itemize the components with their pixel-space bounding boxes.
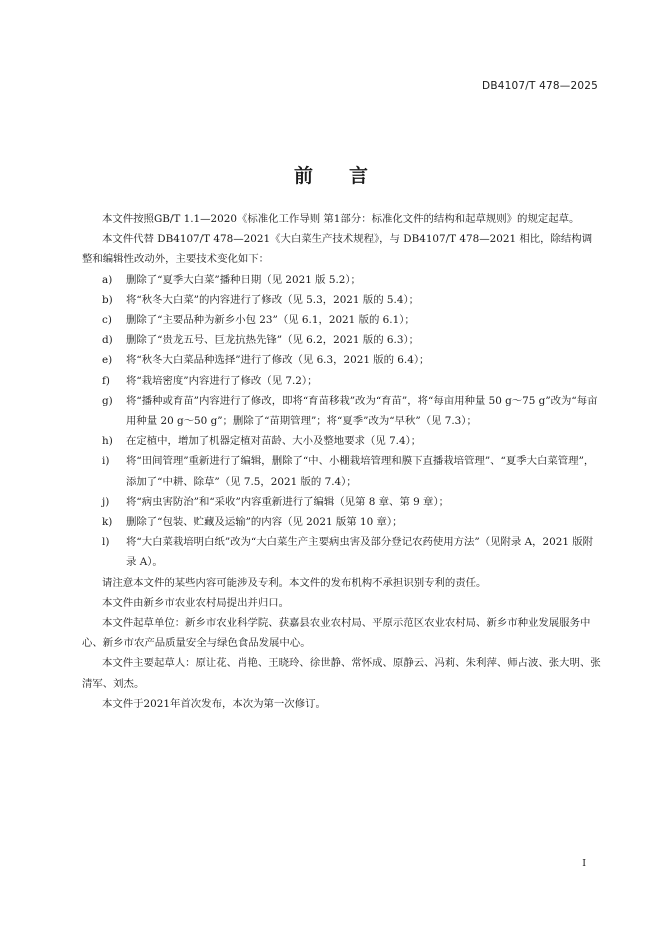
list-marker: d): [102, 334, 113, 347]
paragraph-scope: 本文件按照GB/T 1.1—2020《标准化工作导则 第1部分：标准化文件的结构和起草规则》的规定起草。: [102, 213, 580, 225]
list-marker: l): [102, 536, 110, 549]
standard-code: DB4107/T 478—2025: [482, 80, 598, 92]
list-item-text: 将“秋冬大白菜”的内容进行了修改（见 5.3，2021 版的 5.4）；: [126, 293, 420, 306]
paragraph-patent-notice: 请注意本文件的某些内容可能涉及专利。本文件的发布机构不承担识别专利的责任。: [102, 576, 487, 589]
list-marker: j): [102, 495, 110, 508]
list-item: [82, 350, 602, 370]
list-item: [82, 310, 602, 330]
list-item: [82, 492, 602, 512]
list-item: [82, 512, 602, 532]
list-item-text: 将“秋冬大白菜品种选择”进行了修改（见 6.3，2021 版的 6.4）；: [126, 354, 430, 367]
list-marker: c): [102, 314, 112, 327]
list-item-text: 删除了“贵龙五号、巨龙抗热先锋”（见 6.2，2021 版的 6.3）；: [126, 334, 420, 347]
list-item-text: 删除了“主要品种为新乡小包 23”（见 6.1，2021 版的 6.1）；: [126, 314, 415, 327]
list-item-text: 删除了“包装、贮藏及运输”的内容（见 2021 版第 10 章）；: [126, 516, 403, 529]
paragraph-drafting-units: 本文件起草单位：新乡市农业科学院、获嘉县农业农村局、平原示范区农业农村局、新乡市种业发展服务中心、新乡市农产品质量安全与绿色食品发展中心。: [82, 617, 591, 650]
list-item: [82, 270, 602, 290]
page-number: I: [582, 858, 586, 869]
list-marker: h): [102, 435, 113, 448]
list-item: [82, 532, 602, 572]
paragraph-replaces: 本文件代替 DB4107/T 478—2021《大白菜生产技术规程》，与 DB4107/T 478—2021 相比，除结构调整和编辑性改动外，主要技术变化如下：: [82, 233, 593, 266]
list-item-text: 将“大白菜栽培明白纸”改为“大白菜生产主要病虫害及部分登记农药使用方法”（见附录 A，2021 版附录 A）。: [126, 536, 594, 569]
list-item-text: 将“播种或育苗”内容进行了修改，即将“育苗移栽”改为“育苗”，将“每亩用种量 50 g～75 g”改为“每亩用种量 20 g～50 g”；删除了“苗期管理”；将“夏季”改为“早秋”（见 7.3）；: [126, 394, 598, 428]
list-marker: g): [102, 394, 113, 407]
list-item-text: 删除了“夏季大白菜”播种日期（见 2021 版 5.2）；: [126, 273, 361, 286]
page-title: [0, 161, 662, 188]
list-item: [82, 371, 602, 391]
list-item: [82, 290, 602, 310]
list-marker: f): [102, 374, 110, 387]
list-item-text: 将“田间管理”重新进行了编辑，删除了“中、小棚栽培管理和膜下直播栽培管理”、“夏季大白菜管理”，添加了“中耕、除草”（见 7.5，2021 版的 7.4）；: [126, 455, 595, 488]
paragraph-drafters: 本文件主要起草人：原让花、肖艳、王晓玲、徐世静、常怀成、原静云、冯莉、朱利萍、师占波、张大明、张清军、刘杰。: [82, 657, 601, 690]
list-marker: i): [102, 455, 110, 468]
list-marker: a): [102, 273, 113, 286]
foreword-body: [82, 209, 602, 714]
list-item-text: 在定植中，增加了机器定植对苗龄、大小及整地要求（见 7.4）；: [126, 435, 422, 448]
list-item-text: 将“病虫害防治”和“采收”内容重新进行了编辑（见第 8 章、第 9 章）；: [126, 495, 450, 508]
list-item-text: 将“栽培密度”内容进行了修改（见 7.2）；: [126, 374, 318, 387]
paragraph-history: 本文件于2021年首次发布，本次为第一次修订。: [102, 697, 326, 710]
list-marker: e): [102, 354, 113, 367]
list-marker: b): [102, 293, 113, 306]
list-item: [82, 330, 602, 350]
list-item: [82, 431, 602, 451]
title-char-2: 言: [349, 165, 369, 187]
title-char-1: 前: [293, 165, 313, 187]
list-item: [82, 451, 602, 491]
paragraph-proposer: 本文件由新乡市农业农村局提出并归口。: [102, 596, 290, 609]
list-item: [82, 391, 602, 431]
list-marker: k): [102, 516, 113, 529]
changes-list: [82, 270, 602, 573]
